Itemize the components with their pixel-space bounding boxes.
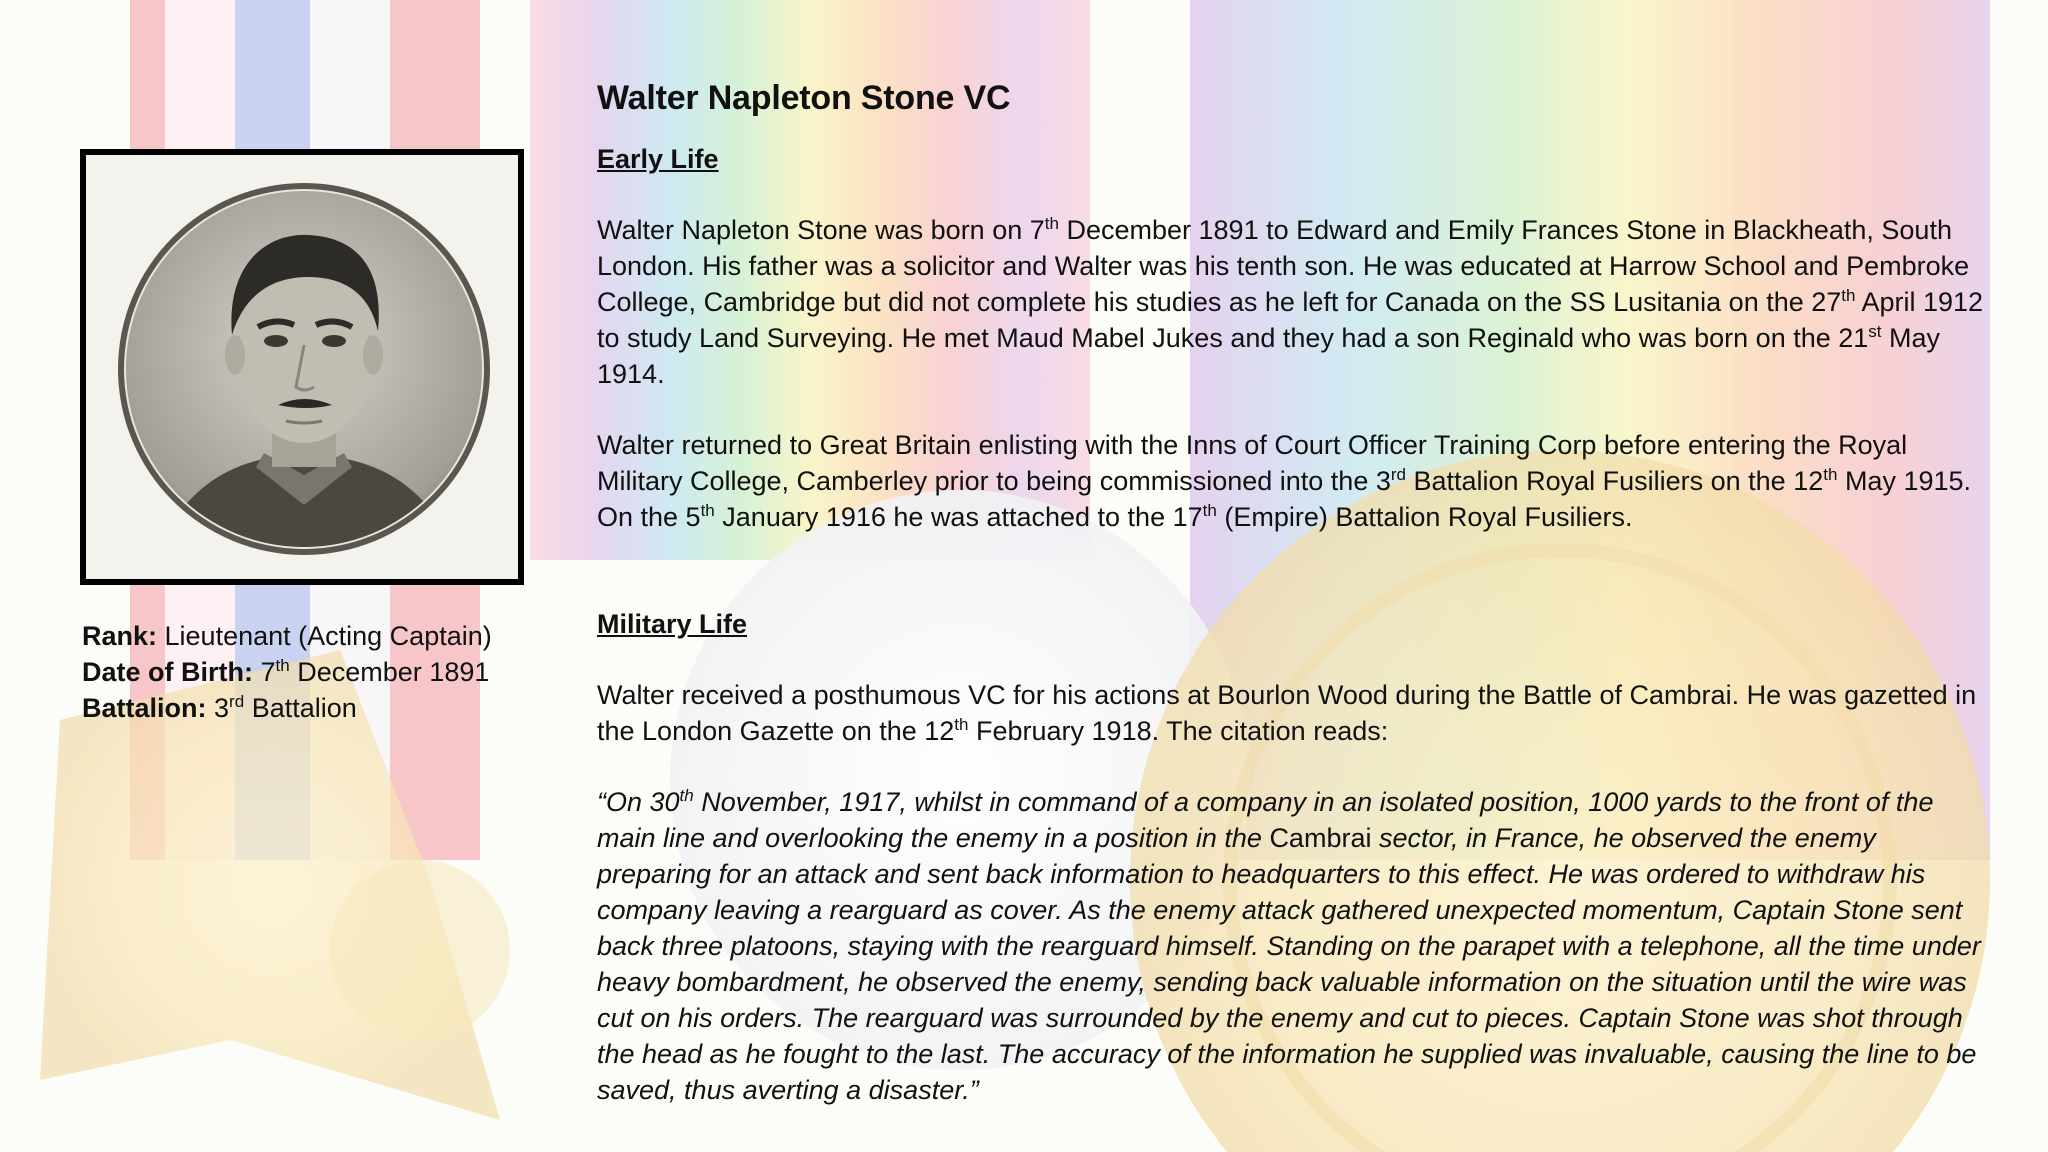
text-run: May 1915. On the 5 (597, 466, 1972, 532)
rank-label: Rank: (82, 621, 158, 651)
battalion-value-suffix: rd (229, 692, 245, 711)
early-life-paragraph-2 (597, 427, 1992, 535)
text-run: December 1891 to Edward and Emily Frances Stone in Blackheath, South London. His father was a solicitor and Walter was his tenth son. He was educated at Harrow School and Pembroke College, Cambridge but did not complete his studies as he left for Canada on the SS Lusitania on the 27 (597, 215, 1970, 317)
text-run: May 1914. (597, 323, 1941, 389)
text-run: Battalion Royal Fusiliers on the 12 (1413, 466, 1824, 496)
text-run: November, 1917, whilst in command of a company in an isolated position, 1000 yards to the front of the main line and overlooking the enemy in a position in the (597, 787, 1934, 853)
portrait-photo (86, 155, 518, 579)
biography-content (597, 76, 1992, 1108)
battalion-label: Battalion: (82, 693, 207, 723)
portrait-frame (80, 149, 524, 585)
ordinal-suffix: th (679, 786, 694, 805)
dob-row (82, 654, 542, 690)
vc-citation (597, 784, 1992, 1108)
ordinal-suffix: th (1823, 465, 1838, 484)
text-run: January 1916 he was attached to the 17 (722, 502, 1203, 532)
dob-value-rest: December 1891 (297, 657, 490, 687)
text-run: “On 30 (597, 787, 680, 817)
page-title: Walter Napleton Stone VC (597, 79, 1011, 117)
rank-row (82, 618, 542, 654)
text-run: (Empire) Battalion Royal Fusiliers. (1224, 502, 1633, 532)
ordinal-suffix: th (954, 715, 969, 734)
text-run: Walter returned to Great Britain enlisting with the Inns of Court Officer Training Corp before entering the Royal Military College, Camberley prior to being commissioned into the 3 (597, 430, 1908, 496)
ordinal-suffix: rd (1390, 465, 1406, 484)
ordinal-suffix: th (1841, 286, 1856, 305)
rank-value: Lieutenant (Acting Captain) (164, 621, 492, 651)
ordinal-suffix: th (1044, 214, 1059, 233)
text-run: sector, in France, he observed the enemy preparing for an attack and sent back information to headquarters to this effect. He was ordered to withdraw his company leaving a rearguard as cover. As the enemy attack gathered unexpected momentum, Captain Stone sent back three platoons, staying with the rearguard himself. Standing on the parapet with a telephone, all the time under heavy bombardment, he observed the enemy, sending back valuable information on the situation until the wire was cut on his orders. The rearguard was surrounded by the enemy and cut to pieces. Captain Stone was shot through the head as he fought to the last. The accuracy of the information he supplied was invaluable, causing the line to be saved, thus averting a disaster.” (597, 823, 1981, 1105)
military-life-paragraph-1 (597, 677, 1992, 749)
battalion-value-number: 3 (214, 693, 230, 723)
place-name: Cambrai (1269, 823, 1372, 853)
ordinal-suffix: th (700, 501, 715, 520)
battalion-value-rest: Battalion (251, 693, 357, 723)
military-life-heading: Military Life (597, 609, 748, 639)
dob-value-day: 7 (260, 657, 276, 687)
dob-label: Date of Birth: (82, 657, 253, 687)
early-life-paragraph-1 (597, 212, 1992, 392)
text-run: April 1912 to study Land Surveying. He met Maud Mabel Jukes and they had a son Reginald who was born on the 21 (597, 287, 1984, 353)
service-facts (82, 618, 542, 726)
dob-value-suffix: th (275, 656, 290, 675)
ordinal-suffix: th (1202, 501, 1217, 520)
text-run: Walter Napleton Stone was born on 7 (597, 215, 1045, 245)
text-run: Walter received a posthumous VC for his actions at Bourlon Wood during the Battle of Cambrai. He was gazetted in the London Gazette on the 12 (597, 680, 1977, 746)
battalion-row (82, 690, 542, 726)
text-run: February 1918. The citation reads: (976, 716, 1389, 746)
ordinal-suffix: st (1868, 322, 1882, 341)
early-life-heading: Early Life (597, 144, 719, 174)
